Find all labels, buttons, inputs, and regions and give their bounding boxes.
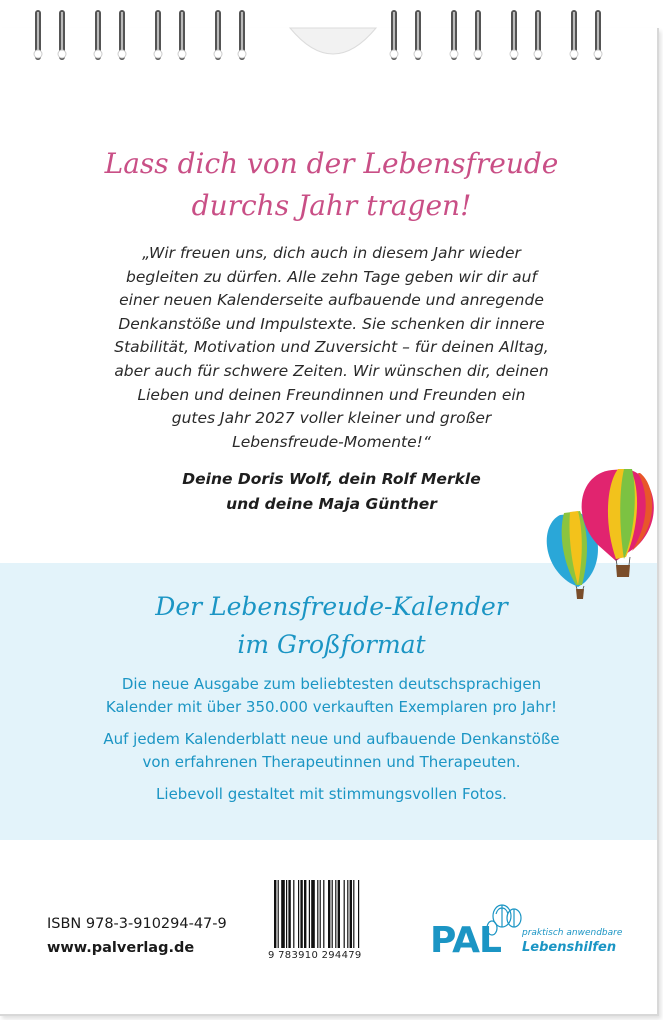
punch-hole — [510, 50, 518, 58]
signature-line-1: Deine Doris Wolf, dein Rolf Merkle — [182, 470, 481, 488]
barcode-bar — [293, 880, 294, 948]
quote-line: aber auch für schwere Zeiten. Wir wünschen dir, deinen — [114, 361, 549, 380]
feature-text-line: Die neue Ausgabe zum beliebtesten deutschsprachigen — [121, 675, 542, 693]
punch-hole — [118, 50, 126, 58]
barcode-bar — [288, 880, 290, 948]
punch-hole — [238, 50, 246, 58]
quote-text — [80, 242, 583, 454]
barcode-bar — [350, 880, 352, 948]
feature-text-line: Liebevoll gestaltet mit stimmungsvollen Fotos. — [156, 785, 507, 803]
punch-hole — [34, 50, 42, 58]
punch-hole — [534, 50, 542, 58]
logo-tagline-2: Lebenshilfen — [522, 940, 617, 955]
quote-line: gutes Jahr 2027 voller kleiner und großer — [171, 409, 492, 428]
barcode-bar — [311, 880, 315, 948]
barcode-bar — [281, 880, 285, 948]
punch-hole — [450, 50, 458, 58]
barcode-bar — [328, 880, 330, 948]
quote-line: Lieben und deinen Freundinnen und Freunden ein — [137, 385, 526, 404]
feature-text-line: Auf jedem Kalenderblatt neue und aufbauende Denkanstöße — [103, 730, 560, 748]
barcode-bar — [344, 880, 345, 948]
barcode-bar — [298, 880, 299, 948]
punch-hole — [474, 50, 482, 58]
quote-line: Lebensfreude-Momente!“ — [232, 432, 431, 451]
punch-hole — [414, 50, 422, 58]
feature-text-line: Kalender mit über 350.000 verkauften Exemplaren pro Jahr! — [105, 697, 558, 716]
feature-title-line-2: im Großformat — [237, 630, 426, 659]
feature-title-line-1: Der Lebensfreude-Kalender — [155, 592, 508, 621]
punch-hole — [390, 50, 398, 58]
quote-line: „Wir freuen uns, dich auch in diesem Jahr wieder — [142, 244, 521, 262]
quote-line: Denkanstöße und Impulstexte. Sie schenken dir innere — [118, 314, 545, 333]
punch-hole — [178, 50, 186, 58]
punch-hole — [94, 50, 102, 58]
barcode-bar — [286, 880, 287, 948]
barcode-bar — [309, 880, 310, 948]
signature — [80, 467, 583, 517]
feature-paragraph-3 — [60, 783, 603, 806]
barcode-bar — [338, 880, 340, 948]
barcode-bars — [274, 880, 359, 948]
publisher-url[interactable]: www.palverlag.de — [47, 940, 195, 956]
headline-line-1: Lass dich von der Lebensfreude — [104, 147, 559, 180]
barcode-bar — [353, 880, 354, 948]
barcode-bar — [332, 880, 333, 948]
punch-hole — [154, 50, 162, 58]
barcode-bar — [358, 880, 359, 948]
barcode-bar — [300, 880, 302, 948]
pal-logo-text: PAL — [430, 920, 501, 961]
barcode-bar — [304, 880, 306, 948]
hanger-cutout — [290, 28, 376, 54]
barcode-bar — [320, 880, 321, 948]
quote-line: Stabilität, Motivation und Zuversicht – für deinen Alltag, — [114, 338, 549, 357]
headline — [0, 143, 663, 227]
punch-hole — [58, 50, 66, 58]
barcode-bar — [347, 880, 348, 948]
feature-paragraph-2 — [60, 728, 603, 773]
barcode-bar — [274, 880, 276, 948]
punch-hole — [594, 50, 602, 58]
barcode-number: 9 783910 294479 — [268, 950, 362, 961]
feature-paragraph-1 — [60, 673, 603, 718]
barcode-bar — [335, 880, 336, 948]
punch-hole — [570, 50, 578, 58]
feature-title — [0, 588, 663, 664]
barcode-bar — [323, 880, 324, 948]
barcode-bar — [278, 880, 279, 948]
signature-line-2: und deine Maja Günther — [226, 495, 437, 513]
isbn-text: ISBN 978-3-910294-47-9 — [47, 916, 227, 932]
punch-hole — [214, 50, 222, 58]
quote-line: einer neuen Kalenderseite aufbauende und anregende — [119, 291, 544, 310]
feature-text-line: von erfahrenen Therapeutinnen und Therapeuten. — [142, 752, 521, 771]
spiral-binding — [0, 0, 663, 80]
barcode-bar — [317, 880, 318, 948]
logo-tagline-1: praktisch anwendbare — [522, 928, 623, 938]
quote-line: begleiten zu dürfen. Alle zehn Tage geben wir dir auf — [126, 267, 537, 286]
headline-line-2: durchs Jahr tragen! — [191, 189, 472, 222]
